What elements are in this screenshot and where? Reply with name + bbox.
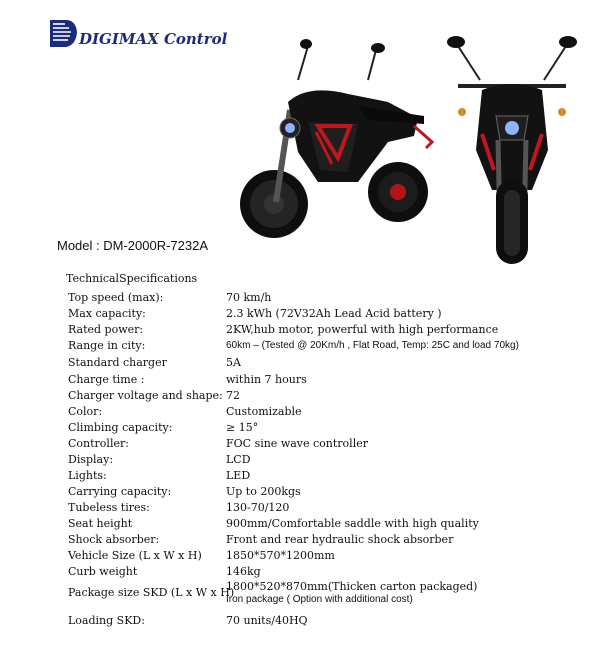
- spec-value: 2.3 kWh (72V32Ah Lead Acid battery ): [226, 307, 442, 320]
- spec-value: 72: [226, 389, 240, 402]
- spec-value: 5A: [226, 356, 241, 369]
- spec-value: 60km – (Tested @ 20Km/h , Flat Road, Temp: 25C and load 70kg): [226, 340, 519, 351]
- spec-label: Seat height: [68, 517, 133, 530]
- spec-label: Controller:: [68, 437, 129, 450]
- spec-value: 146kg: [226, 565, 261, 578]
- spec-label: Top speed (max):: [68, 291, 164, 304]
- spec-value: 900mm/Comfortable saddle with high quality: [226, 517, 479, 530]
- spec-value: 2KW,hub motor, powerful with high performance: [226, 323, 499, 336]
- spec-value: 70 km/h: [226, 291, 272, 304]
- spec-value: Customizable: [226, 405, 302, 418]
- spec-label: Lights:: [68, 469, 107, 482]
- spec-label: Package size SKD (L x W x H): [68, 586, 235, 599]
- spec-value-note: Iron package ( Option with additional cost): [226, 594, 413, 605]
- spec-value: FOC sine wave controller: [226, 437, 368, 450]
- spec-value: within 7 hours: [226, 373, 307, 386]
- spec-label: Standard charger: [68, 356, 167, 369]
- brand-name: DIGIMAX Control: [79, 30, 228, 48]
- spec-value-main: 1800*520*870mm(Thicken carton packaged): [226, 580, 478, 593]
- spec-label: Climbing capacity:: [68, 421, 173, 434]
- spec-label: Carrying capacity:: [68, 485, 172, 498]
- spec-value: [226, 580, 477, 606]
- spec-label: Curb weight: [68, 565, 138, 578]
- spec-value: LED: [226, 469, 251, 482]
- model-number: Model : DM-2000R-7232A: [57, 238, 209, 253]
- brand-logo: [47, 16, 247, 54]
- specs-title: TechnicalSpecifications: [66, 272, 198, 285]
- spec-value: 1850*570*1200mm: [226, 549, 335, 562]
- spec-label: Shock absorber:: [68, 533, 160, 546]
- spec-value: 130-70/120: [226, 501, 290, 514]
- spec-label: Charge time :: [68, 373, 145, 386]
- spec-label: Vehicle Size (L x W x H): [68, 549, 202, 562]
- spec-value: ≥ 15°: [226, 421, 259, 434]
- spec-label: Charger voltage and shape:: [68, 389, 223, 402]
- spec-value: Front and rear hydraulic shock absorber: [226, 533, 454, 546]
- spec-label: Rated power:: [68, 323, 144, 336]
- motorcycle-side-image: [238, 32, 434, 244]
- spec-value: 70 units/40HQ: [226, 614, 308, 627]
- spec-label: Display:: [68, 453, 114, 466]
- spec-label: Tubeless tires:: [68, 501, 150, 514]
- spec-value: LCD: [226, 453, 251, 466]
- spec-label: Loading SKD:: [68, 614, 145, 627]
- motorcycle-front-image: [436, 30, 588, 266]
- spec-label: Range in city:: [68, 339, 146, 352]
- spec-value: Up to 200kgs: [226, 485, 301, 498]
- spec-label: Color:: [68, 405, 103, 418]
- brand-logo-icon: [47, 16, 79, 50]
- spec-label: Max capacity:: [68, 307, 146, 320]
